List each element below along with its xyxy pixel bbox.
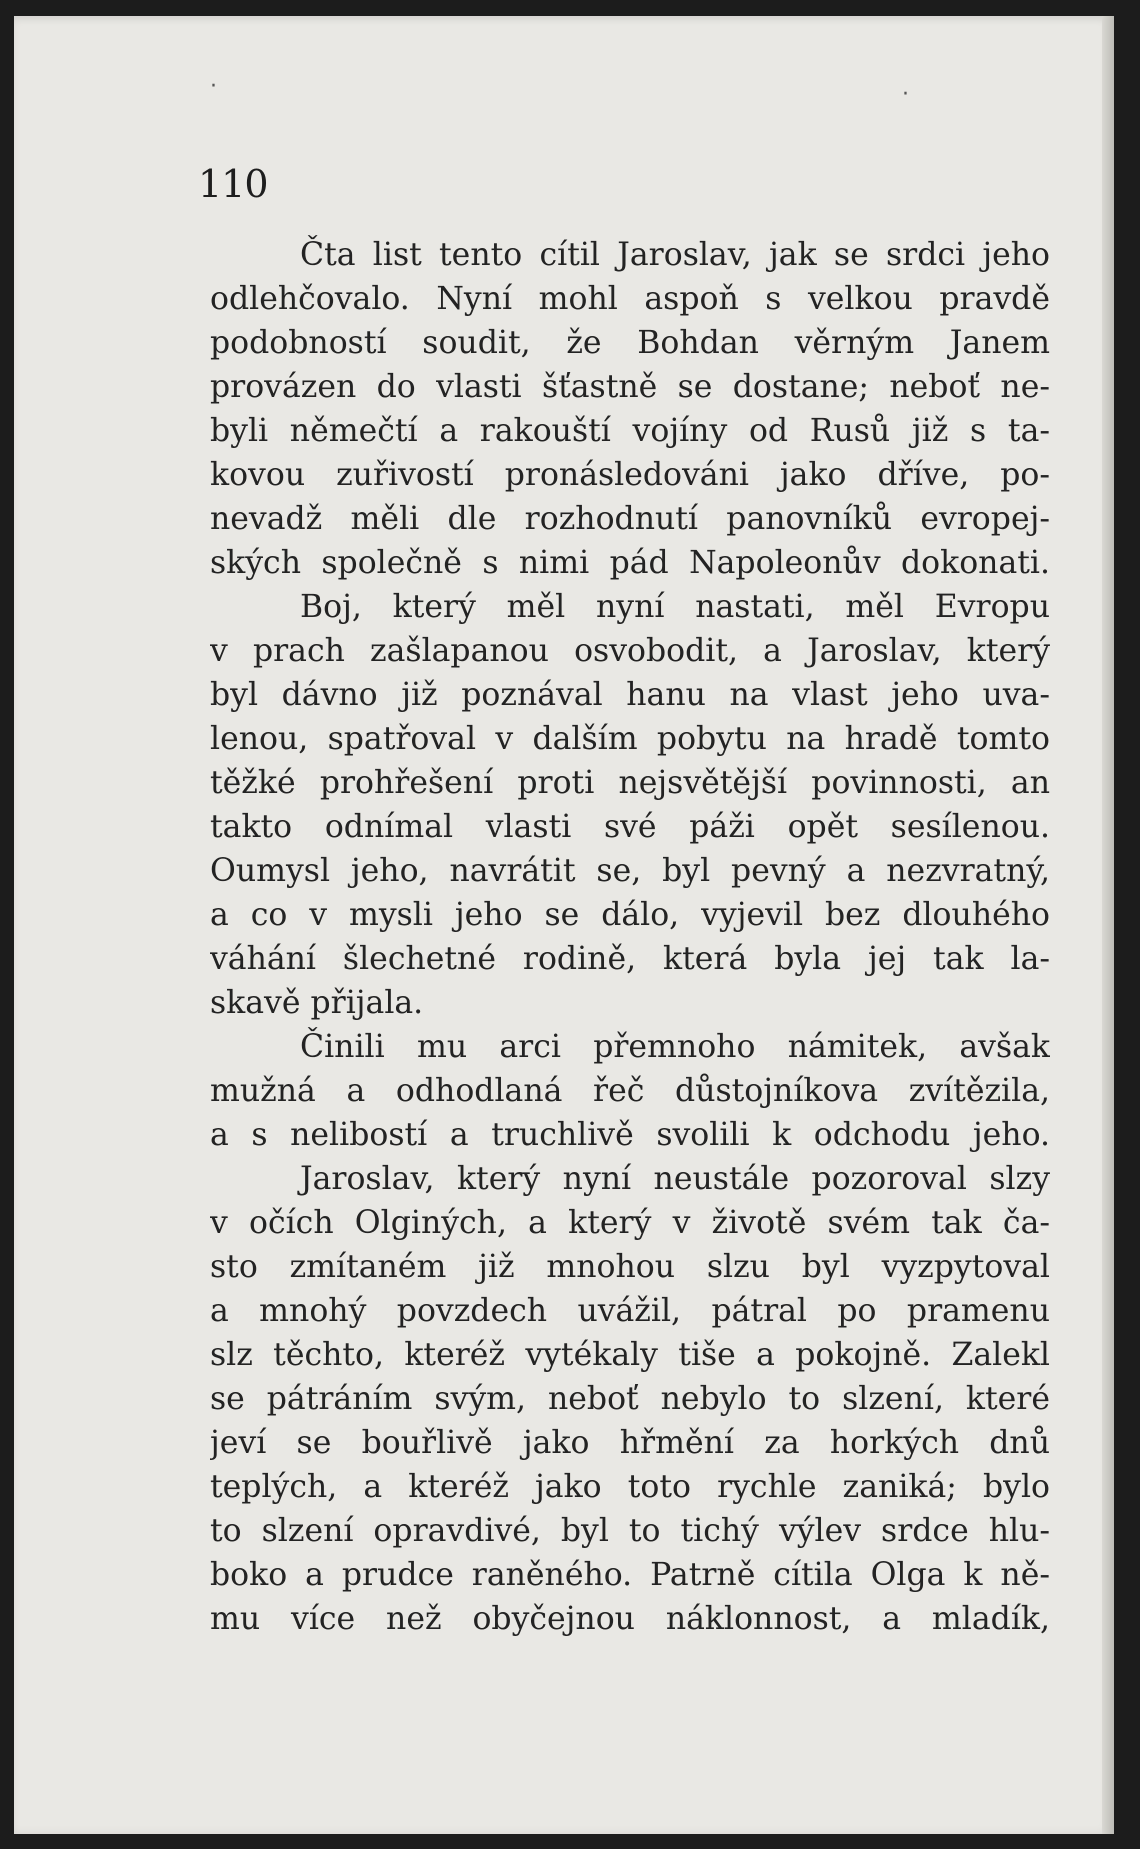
text-line: mu více než obyčejnou náklonnost, a mladík, bbox=[210, 1601, 1050, 1637]
text-line: Boj, který měl nyní nastati, měl Evropu bbox=[300, 589, 1050, 625]
text-line: se pátráním svým, neboť nebylo to slzení, které bbox=[210, 1381, 1050, 1417]
text-line: Činili mu arci přemnoho námitek, avšak bbox=[300, 1029, 1050, 1065]
text-line: váhání šlechetné rodině, která byla jej tak la- bbox=[210, 941, 1050, 977]
text-line: mužná a odhodlaná řeč důstojníkova zvítězila, bbox=[210, 1073, 1050, 1109]
text-line: v prach zašlapanou osvobodit, a Jaroslav, který bbox=[210, 633, 1050, 669]
book-page bbox=[14, 16, 1114, 1834]
text-line: lenou, spatřoval v dalším pobytu na hradě tomto bbox=[210, 721, 1050, 757]
text-line: a mnohý povzdech uvážil, pátral po pramenu bbox=[210, 1293, 1050, 1329]
body-text bbox=[210, 233, 1050, 1641]
page-number: 110 bbox=[198, 162, 268, 206]
text-line: provázen do vlasti šťastně se dostane; neboť ne- bbox=[210, 369, 1050, 405]
text-line: Oumysl jeho, navrátit se, byl pevný a nezvratný, bbox=[210, 853, 1050, 889]
text-line: boko a prudce raněného. Patrně cítila Olga k ně- bbox=[210, 1557, 1050, 1593]
text-line: slz těchto, kteréž vytékaly tiše a pokojně. Zalekl bbox=[210, 1337, 1050, 1373]
ink-speck-mark: · bbox=[902, 82, 909, 107]
text-line: skavě přijala. bbox=[210, 985, 424, 1021]
text-line: ských společně s nimi pád Napoleonův dokonati. bbox=[210, 545, 1050, 581]
ink-speck-mark: · bbox=[210, 74, 217, 99]
text-line: kovou zuřivostí pronásledováni jako dříve, po- bbox=[210, 457, 1050, 493]
text-line: byl dávno již poznával hanu na vlast jeho uva- bbox=[210, 677, 1050, 713]
text-line: jeví se bouřlivě jako hřmění za horkých dnů bbox=[210, 1425, 1050, 1461]
text-line: teplých, a kteréž jako toto rychle zaniká; bylo bbox=[210, 1469, 1050, 1505]
text-line: Jaroslav, který nyní neustále pozoroval slzy bbox=[300, 1161, 1050, 1197]
text-line: Čta list tento cítil Jaroslav, jak se srdci jeho bbox=[300, 237, 1050, 273]
text-line: a s nelibostí a truchlivě svolili k odchodu jeho. bbox=[210, 1117, 1050, 1153]
text-line: odlehčovalo. Nyní mohl aspoň s velkou pravdě bbox=[210, 281, 1050, 317]
text-line: sto zmítaném již mnohou slzu byl vyzpytoval bbox=[210, 1249, 1050, 1285]
page-edge bbox=[1102, 16, 1114, 1834]
text-line: takto odnímal vlasti své páži opět sesílenou. bbox=[210, 809, 1050, 845]
text-line: podobností soudit, že Bohdan věrným Janem bbox=[210, 325, 1050, 361]
text-line: v očích Olginých, a který v životě svém tak ča- bbox=[210, 1205, 1050, 1241]
text-line: a co v mysli jeho se dálo, vyjevil bez dlouhého bbox=[210, 897, 1050, 933]
text-line: nevadž měli dle rozhodnutí panovníků evropej- bbox=[210, 501, 1050, 537]
text-line: byli němečtí a rakouští vojíny od Rusů již s ta- bbox=[210, 413, 1050, 449]
text-line: těžké prohřešení proti nejsvětější povinnosti, an bbox=[210, 765, 1050, 801]
text-line: to slzení opravdivé, byl to tichý výlev srdce hlu- bbox=[210, 1513, 1050, 1549]
